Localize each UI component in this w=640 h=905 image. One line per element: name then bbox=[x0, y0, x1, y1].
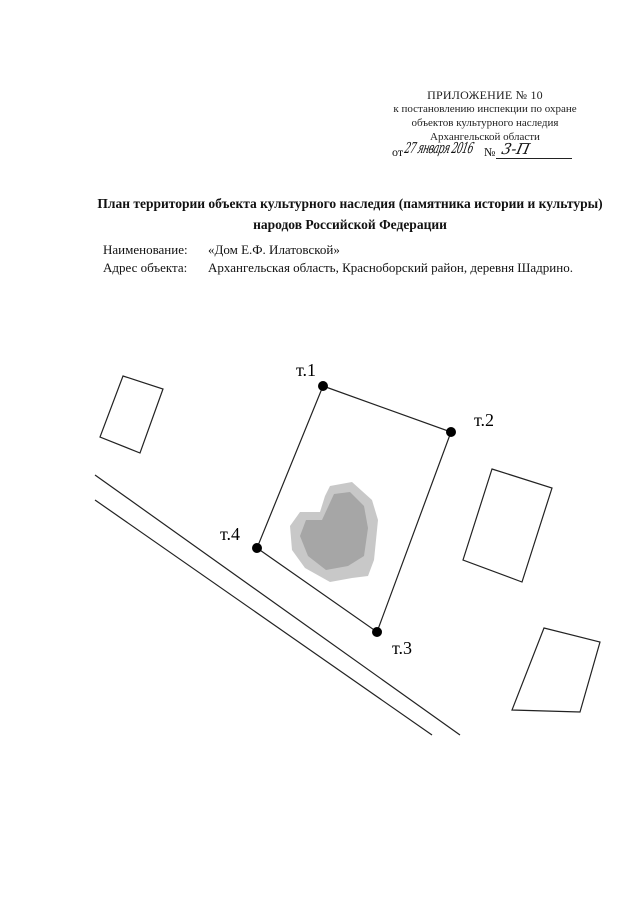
handwritten-number: 3-П bbox=[500, 140, 532, 158]
neighbor-building-1 bbox=[100, 376, 163, 453]
boundary-point-2 bbox=[446, 427, 456, 437]
heritage-building bbox=[290, 482, 378, 582]
date-prefix: от bbox=[392, 145, 404, 159]
road-line-1 bbox=[95, 475, 460, 735]
number-label: № bbox=[484, 145, 496, 159]
appendix-line-3: Архангельской области bbox=[430, 131, 540, 143]
point-label-2: т.2 bbox=[474, 410, 495, 430]
boundary-point-1 bbox=[318, 381, 328, 391]
appendix-line-1: к постановлению инспекции по охране bbox=[393, 103, 577, 115]
point-label-3: т.3 bbox=[392, 638, 413, 658]
boundary-point-4 bbox=[252, 543, 262, 553]
road-line-2 bbox=[95, 500, 432, 735]
appendix-line-2: объектов культурного наследия bbox=[411, 117, 559, 129]
handwritten-date: 27 января 2016 bbox=[403, 139, 476, 157]
point-label-4: т.4 bbox=[220, 524, 241, 544]
document-title: План территории объекта культурного наследия (памятника истории и культуры) народов Российской Федерации bbox=[97, 196, 603, 232]
neighbor-building-3 bbox=[512, 628, 600, 712]
appendix-heading: ПРИЛОЖЕНИЕ № 10 bbox=[427, 88, 543, 102]
boundary-point-3 bbox=[372, 627, 382, 637]
address-label: Адрес объекта: bbox=[103, 260, 188, 275]
address-value: Архангельская область, Красноборский район, деревня Шадрино. bbox=[208, 260, 573, 275]
point-label-1: т.1 bbox=[296, 360, 317, 380]
neighbor-building-2 bbox=[463, 469, 552, 582]
name-label: Наименование: bbox=[103, 242, 188, 257]
name-value: «Дом Е.Ф. Илатовской» bbox=[208, 242, 340, 257]
